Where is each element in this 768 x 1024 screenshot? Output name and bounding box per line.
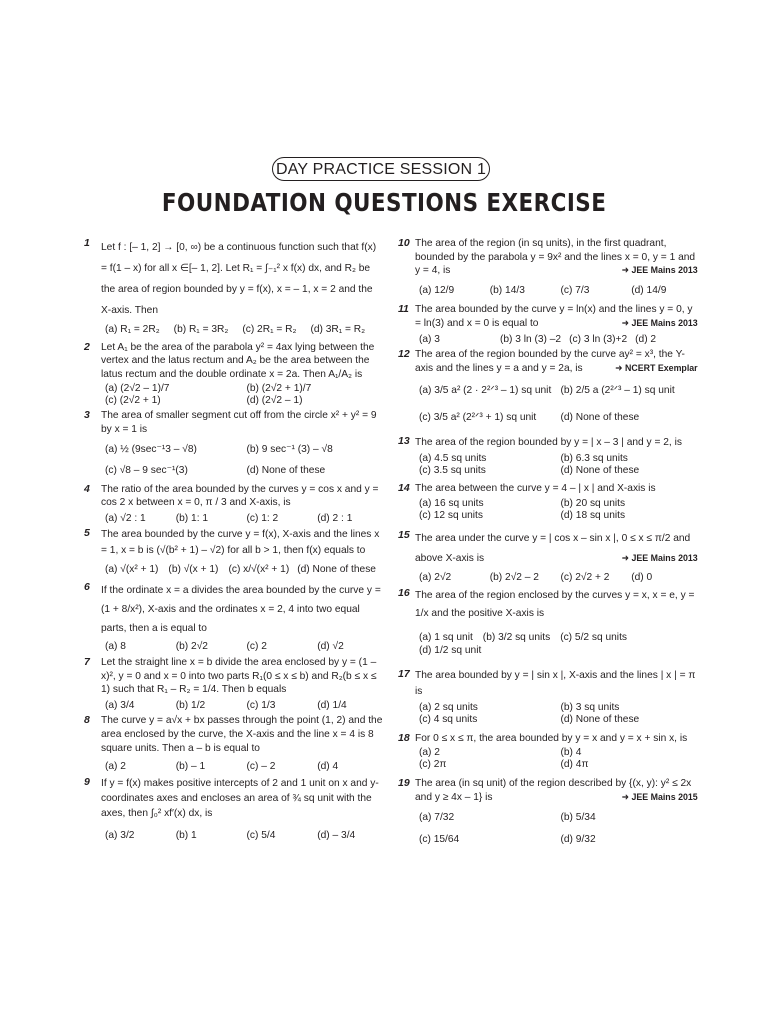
question-options [415, 333, 698, 347]
option-d[interactable]: (d) – 3/4 [317, 829, 356, 841]
question-options [101, 699, 384, 713]
option-a[interactable]: (a) 7/32 [419, 811, 455, 823]
option-d[interactable]: (d) 1/4 [317, 699, 347, 711]
question-number: 19 [398, 777, 410, 790]
option-c[interactable]: (c) 12 sq units [419, 509, 483, 521]
question-body: The area (in sq unit) of the region described by {(x, y): y² ≤ 2x and y ≥ 4x – 1} is [415, 778, 692, 803]
option-d[interactable]: (d) (2√2 – 1) [246, 395, 303, 407]
right-column [398, 237, 698, 853]
option-d[interactable]: (d) None of these [246, 464, 326, 476]
option-c[interactable]: (c) 3 ln (3)+2 [569, 333, 628, 345]
option-d[interactable]: (d) 2 [635, 333, 657, 345]
option-b[interactable]: (b) 1: 1 [175, 512, 209, 524]
option-a[interactable]: (a) 3/5 a² (2 · 2²ᐟ³ – 1) sq unit [419, 385, 552, 397]
question-6 [84, 581, 384, 654]
question-body: The area under the curve y = | cos x – sin x |, 0 ≤ x ≤ π/2 and above X-axis is [415, 532, 691, 564]
question-8 [84, 714, 384, 773]
question-number: 14 [398, 482, 410, 495]
option-b[interactable]: (b) √(x + 1) [168, 564, 219, 576]
option-c[interactable]: (c) (2√2 + 1) [105, 395, 161, 407]
question-options [101, 561, 384, 579]
question-16 [398, 587, 698, 658]
question-number: 2 [84, 340, 90, 353]
question-text [415, 529, 698, 569]
option-c[interactable]: (c) 7/3 [560, 284, 590, 296]
question-text: The area between the curve y = 4 – | x | and X-axis is [415, 483, 656, 495]
option-c[interactable]: (c) 2R₁ = R₂ [242, 324, 297, 335]
question-text: The area of smaller segment cut off from the circle x² + y² = 9 by x = 1 is [101, 410, 377, 435]
option-d[interactable]: (d) None of these [560, 465, 640, 477]
question-text: Let f : [– 1, 2] → [0, ∞) be a continuous function such that f(x) = f(1 – x) for all x ∈[– 1, 2]. Let R₁ = ∫₋₁² x f(x) dx, and R₂ be the area of region bounded by y = f(x), x = – 1, x = 2 and the X-axis. Then [101, 242, 377, 316]
question-18 [398, 732, 698, 772]
option-c[interactable]: (c) 2π [419, 759, 447, 771]
option-a[interactable]: (a) 4.5 sq units [419, 453, 487, 465]
question-body: The area of the region (in sq units), in the first quadrant, bounded by the parabola y = 9x² and the lines x = 0, y = 1 and y = 4, is [415, 238, 696, 277]
option-b[interactable]: (b) 5/34 [560, 811, 596, 823]
question-number: 6 [84, 581, 90, 594]
option-b[interactable]: (b) 9 sec⁻¹ (3) – √8 [246, 443, 333, 455]
question-options [415, 702, 698, 726]
question-text: The curve y = a√x + bx passes through the point (1, 2) and the area enclosed by the curve, the X-axis and the line x = 4 is 8 square units. Then a – b is equal to [101, 715, 383, 754]
option-d[interactable]: (d) 4 [317, 761, 339, 773]
option-a[interactable]: (a) 12/9 [419, 284, 455, 296]
option-b[interactable]: (b) (2√2 + 1)/7 [246, 383, 312, 395]
question-options [101, 439, 384, 481]
option-b[interactable]: (b) 3/2 sq units [482, 631, 551, 643]
option-a[interactable]: (a) 2 [419, 747, 440, 759]
question-17 [398, 668, 698, 726]
option-c[interactable]: (c) 15/64 [419, 833, 460, 845]
question-text: The area bounded by the curve y = f(x), X-axis and the lines x = 1, x = b is (√(b² + 1) – √2) for all b > 1, then f(x) equals to [101, 529, 380, 557]
option-c[interactable]: (c) 2 [246, 641, 267, 653]
option-c[interactable]: (c) 3/5 a² (2²ᐟ³ + 1) sq unit [419, 412, 537, 424]
question-text: The area bounded by y = | sin x |, X-axis and the lines | x | = π is [415, 669, 696, 697]
question-number: 5 [84, 527, 90, 540]
option-a[interactable]: (a) 1 sq unit [419, 631, 473, 643]
option-a[interactable]: (a) (2√2 – 1)/7 [105, 383, 170, 395]
option-a[interactable]: (a) ½ (9sec⁻¹3 – √8) [105, 443, 197, 455]
option-d[interactable]: (d) None of these [560, 412, 640, 424]
question-text: The area of the region bounded by y = | x – 3 | and y = 2, is [415, 437, 682, 449]
question-2 [84, 341, 384, 408]
question-number: 1 [84, 237, 90, 249]
question-14 [398, 482, 698, 522]
option-d[interactable]: (d) 2 : 1 [317, 512, 353, 524]
option-b[interactable]: (b) 2√2 – 2 [489, 571, 539, 583]
question-number: 15 [398, 528, 410, 541]
question-number: 4 [84, 482, 90, 495]
option-d[interactable]: (d) 14/9 [631, 284, 667, 296]
option-a[interactable]: (a) R₁ = 2R₂ [105, 324, 160, 335]
option-d[interactable]: (d) None of these [297, 564, 376, 576]
question-12 [398, 348, 698, 431]
question-15 [398, 529, 698, 585]
source-tag: ➜ NCERT Exemplar [615, 362, 698, 374]
option-d[interactable]: (d) None of these [560, 713, 640, 725]
question-options [415, 807, 698, 851]
question-number: 10 [398, 237, 410, 249]
question-options [415, 453, 698, 477]
question-4 [84, 483, 384, 526]
source-tag: ➜ JEE Mains 2015 [621, 791, 698, 803]
question-9 [84, 776, 384, 843]
option-d[interactable]: (d) 0 [631, 571, 653, 583]
option-a[interactable]: (a) √(x² + 1) [105, 564, 159, 576]
question-options [415, 571, 698, 585]
option-b[interactable]: (b) 20 sq units [560, 497, 626, 509]
question-13 [398, 435, 698, 477]
question-10 [398, 237, 698, 297]
question-5 [84, 527, 384, 579]
option-b[interactable]: (b) – 1 [175, 761, 206, 773]
option-c[interactable]: (c) √8 – 9 sec⁻¹(3) [105, 464, 188, 476]
source-tag: ➜ JEE Mains 2013 [621, 552, 698, 564]
day-practice-session-label: DAY PRACTICE SESSION 1 [272, 157, 490, 181]
option-a[interactable]: (a) 3/4 [105, 699, 135, 711]
question-1 [84, 237, 384, 337]
question-text: The ratio of the area bounded by the curves y = cos x and y = cos 2 x between x = 0, π / 3 and X-axis, is [101, 483, 379, 509]
question-number: 3 [84, 409, 90, 422]
source-tag: ➜ JEE Mains 2013 [621, 265, 698, 277]
option-c[interactable]: (c) 1/3 [246, 699, 276, 711]
question-11 [398, 303, 698, 346]
question-19 [398, 777, 698, 850]
question-number: 12 [398, 348, 410, 361]
source-tag: ➜ JEE Mains 2013 [621, 317, 698, 329]
option-d[interactable]: (d) 3R₁ = R₂ [310, 324, 366, 335]
question-text: If y = f(x) makes positive intercepts of 2 and 1 unit on x and y-coordinates axes and encloses an area of ¾ sq unit with the axes, then ∫₀² xf′(x) dx, is [101, 777, 379, 819]
question-options [101, 383, 384, 407]
option-d[interactable]: (d) 4π [560, 759, 589, 771]
question-text: Let the straight line x = b divide the area enclosed by y = (1 – x)², y = 0 and x = 0 into two parts R₁(0 ≤ x ≤ b) and R₂(b ≤ x ≤ 1) such that R₁ – R₂ = 1/4. Then b equals [101, 656, 377, 696]
question-text: The area of the region enclosed by the curves y = x, x = e, y = 1/x and the positive X-axis is [415, 589, 695, 619]
option-b[interactable]: (b) 14/3 [489, 284, 525, 296]
option-c[interactable]: (c) 4 sq units [419, 713, 478, 725]
option-b[interactable]: (b) 3 sq units [560, 701, 620, 713]
question-7 [84, 656, 384, 712]
question-text: If the ordinate x = a divides the area bounded by the curve y = (1 + 8/x²), X-axis and the ordinates x = 2, 4 into two equal parts, then a is equal to [101, 585, 381, 635]
question-options [415, 284, 698, 298]
option-c[interactable]: (c) – 2 [246, 761, 276, 773]
option-a[interactable]: (a) 3/2 [105, 829, 135, 841]
question-text: Let A₁ be the area of the parabola y² = 4ax lying between the vertex and the latus rectum and A₂ be the area between the latus rectum and the double ordinate x = 2a. Then A₁/A₂ is [101, 341, 375, 380]
question-body: The area of the region bounded by the curve ay² = x³, the Y-axis and the lines y = a and y = 2a, is [415, 349, 685, 374]
option-a[interactable]: (a) √2 : 1 [105, 512, 146, 524]
question-options [101, 760, 384, 774]
question-options [101, 829, 384, 843]
question-body: The area bounded by the curve y = ln(x) and the lines y = 0, y = ln(3) and x = 0 is equal to [415, 304, 693, 329]
question-text [415, 303, 698, 330]
option-a[interactable]: (a) 8 [105, 641, 126, 653]
question-options [415, 377, 698, 431]
question-number: 11 [398, 303, 409, 316]
question-options [415, 747, 698, 771]
option-b[interactable]: (b) R₁ = 3R₂ [173, 324, 229, 335]
option-b[interactable]: (b) 6.3 sq units [560, 453, 628, 465]
question-3 [84, 409, 384, 480]
option-d[interactable]: (d) 9/32 [560, 833, 596, 845]
question-options [101, 323, 384, 337]
question-options [101, 640, 384, 654]
option-a[interactable]: (a) 2 [105, 761, 126, 773]
option-b[interactable]: (b) 2√2 [175, 641, 208, 653]
option-c[interactable]: (c) 3.5 sq units [419, 465, 486, 477]
question-text [415, 348, 698, 375]
option-a[interactable]: (a) 3 [419, 333, 440, 345]
question-text [415, 237, 698, 278]
left-column [84, 237, 384, 844]
option-d[interactable]: (d) √2 [317, 641, 344, 653]
option-a[interactable]: (a) 16 sq units [419, 497, 484, 509]
option-b[interactable]: (b) 1 [175, 829, 197, 841]
option-d[interactable]: (d) 18 sq units [560, 509, 626, 521]
question-number: 8 [84, 714, 90, 727]
option-c[interactable]: (c) 2√2 + 2 [560, 571, 610, 583]
option-a[interactable]: (a) 2 sq units [419, 701, 478, 713]
question-number: 9 [84, 775, 90, 788]
option-a[interactable]: (a) 2√2 [419, 571, 452, 583]
question-number: 13 [398, 435, 410, 448]
page-title: FOUNDATION QUESTIONS EXERCISE [161, 188, 607, 217]
question-text [415, 777, 698, 804]
question-number: 16 [398, 586, 410, 599]
option-d[interactable]: (d) 1/2 sq unit [419, 645, 482, 657]
question-number: 17 [398, 667, 410, 680]
option-c[interactable]: (c) 5/4 [246, 829, 276, 841]
option-c[interactable]: (c) 5/2 sq units [560, 631, 627, 643]
option-c[interactable]: (c) 1: 2 [246, 512, 279, 524]
question-options [415, 498, 698, 522]
question-options [415, 631, 698, 658]
option-b[interactable]: (b) 3 ln (3) –2 [499, 333, 562, 345]
question-text: For 0 ≤ x ≤ π, the area bounded by y = x and y = x + sin x, is [415, 732, 688, 744]
option-b[interactable]: (b) 4 [560, 747, 582, 759]
question-number: 18 [398, 731, 410, 744]
question-options [101, 512, 384, 526]
option-c[interactable]: (c) x/√(x² + 1) [228, 564, 290, 576]
option-b[interactable]: (b) 1/2 [175, 699, 206, 711]
option-b[interactable]: (b) 2/5 a (2²ᐟ³ – 1) sq unit [560, 385, 675, 397]
question-number: 7 [84, 655, 90, 668]
